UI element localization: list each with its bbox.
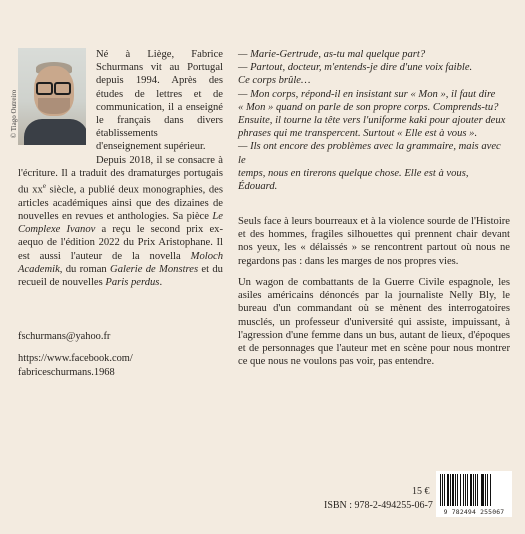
bio-career: Depuis 2018, il se consacre à l'écriture. Il a traduit des dramaturges portugais du $xx^e$ siècle, a publié deux monographies, des articles académiques ainsi que des dizaines de nouvelles en revues et anthologies. Sa pièce Le Complexe Ivanov a reçu le second prix ex-aequo de l'édition 2022 du Prix Aristophane. Il est aussi l'auteur de la novella Moloch Academik, du roman Galerie de Monstres et du recueil de nouvelles Paris perdus. <box>18 154 223 288</box>
author-email[interactable]: fschurmans@yahoo.fr <box>18 331 111 342</box>
novel-title: Galerie de Monstres <box>110 263 199 275</box>
novella-title: Moloch Academik <box>18 250 223 275</box>
author-bio <box>18 48 223 289</box>
excerpt-line: — Marie-Gertrude, as-tu mal quelque part? <box>238 49 426 60</box>
barcode <box>436 471 512 517</box>
isbn-label: ISBN : 978-2-494255-06-7 <box>324 500 433 511</box>
play-title: Le Complexe Ivanov <box>18 210 223 236</box>
summary-paragraph-1: Seuls face à leurs bourreaux et à la violence sourde de l'Histoire et des hommes, fragiles silhouettes qui prennent chair devant nos yeux, les « délaissés » se rencontrent partout où nous ne regardons pas : dans les marges de nos propres vies. <box>238 216 510 267</box>
excerpt-quote <box>238 48 510 193</box>
summary-paragraph-2: Un wagon de combattants de la Guerre Civile espagnole, les asiles américains dénoncés par la journaliste Nelly Bly, le bureau d'un commandant où se mènent des interrogatoires musclés, un professeur d'université qui assiste, impuissant, à l'agression d'une femme dans un bus, autant de lieux, d'époques et de personnages que l'auteur met en scène pour nous montrer ce que nous ne voulons pas voir, pas entendre. <box>238 277 510 368</box>
price-label: 15 € <box>412 486 430 497</box>
excerpt-line: « Mon » quand on parle de son propre corps. Comprends-tu? <box>238 101 499 113</box>
excerpt-line: Ce corps brûle… <box>238 75 311 87</box>
facebook-url-line1[interactable]: https://www.facebook.com/ <box>18 353 133 364</box>
excerpt-line: — Mon corps, répond-il en insistant sur « Mon », il faut dire <box>238 88 496 100</box>
excerpt-line: phrases qui me transpercent. Surtout « Elle est à vous ». <box>238 128 478 140</box>
bio-intro: Né à Liège, Fabrice Schurmans vit au Portugal depuis 1994. Après des études de lettres et de communication, il a enseigné le français dans divers établissements d'enseignement supérieur. <box>96 49 223 153</box>
collection-title: Paris perdus <box>105 276 160 288</box>
barcode-number: 9 782494 255067 <box>443 508 505 516</box>
excerpt-line: temps, nous en tirerons quelque chose. Elle est à vous, Édouard. <box>238 167 469 193</box>
excerpt-line: — Partout, docteur, m'entends-je dire d'une voix faible. <box>238 62 473 74</box>
excerpt-line: Ensuite, il tourne la tête vers l'uniforme kaki pour ajouter deux <box>238 115 506 127</box>
excerpt-line: — Ils ont encore des problèmes avec la grammaire, mais avec le <box>238 141 501 166</box>
facebook-url-line2[interactable]: fabriceschurmans.1968 <box>18 367 115 378</box>
photo-credit: © Tiago Outreiro <box>10 89 18 139</box>
